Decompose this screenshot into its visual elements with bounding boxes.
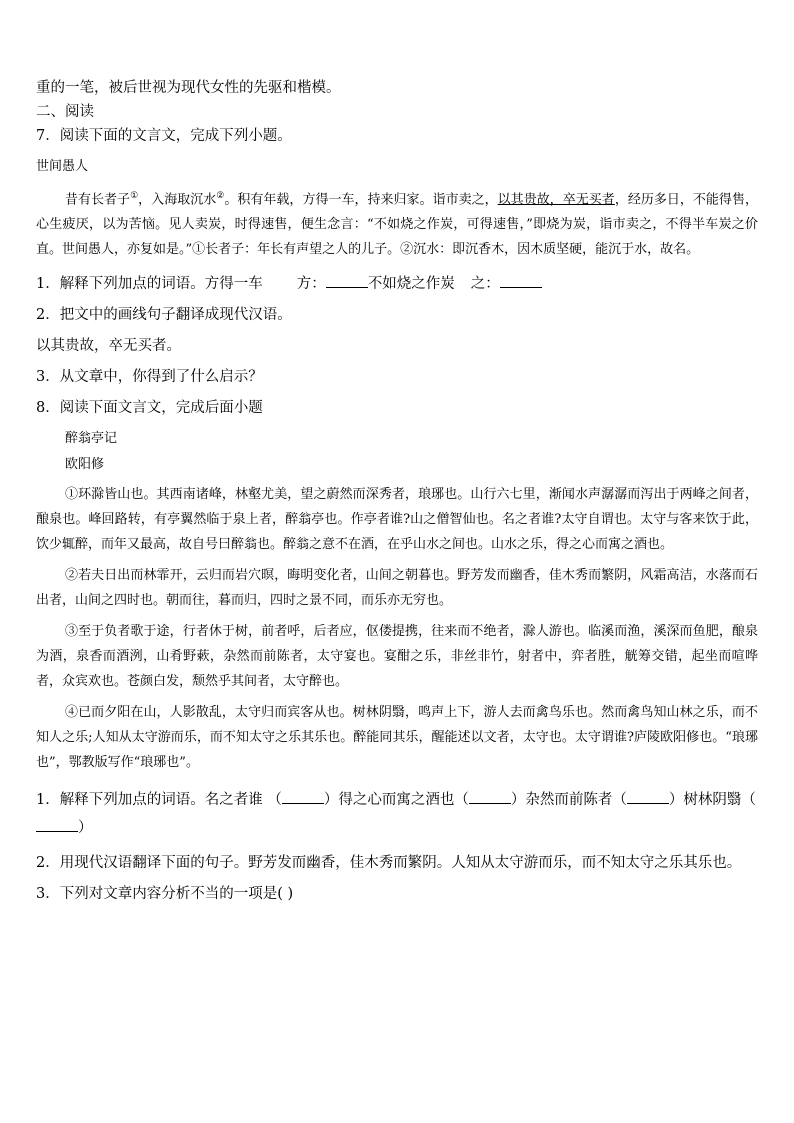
q7-sub2-sentence: 以其贵故，卒无买者。 [36,338,181,355]
q8-paragraph-2: ②若夫日出而林霏开，云归而岩穴暝，晦明变化者，山间之朝暮也。野芳发而幽香，佳木秀而繁阴，风霜高洁，水落而石出者，山间之四时也。朝而往，暮而归，四时之景不同，而乐亦无穷也。 [36,568,758,609]
q7-instruction: 7．阅读下面的文言文，完成下列小题。 [36,128,292,144]
q8-passage-title: 醉翁亭记 [65,431,118,447]
q8-paragraph-1: ①环滁皆山也。其西南诸峰，林壑尤美，望之蔚然而深秀者，琅琊也。山行六七里，渐闻水声潺潺而泻出于两峰之间者，酿泉也。峰回路转，有亭翼然临于泉上者，醉翁亭也。作亭者谁?山之僧智仙也。名之者谁?太守自谓也。太守与客来饮于此，饮少辄醉，而年又最高，故自号曰醉翁也。醉翁之意不在酒，在乎山水之间也。山水之乐，得之心而寓之酒也。 [36,487,758,553]
q7-passage-title: 世间愚人 [36,159,89,174]
footnote-mark-2: ② [216,191,225,201]
underlined-sentence: 以其贵故，卒无买者 [497,192,615,208]
answer-blank[interactable] [469,789,511,804]
q8-sub1: 1．解释下列加点的词语。名之者谁 （ ）得之心而寓之酒也（ ）杂然而前陈者（ ）树林阴翳（） [36,786,758,842]
q8-sub2: 2．用现代汉语翻译下面的句子。野芳发而幽香，佳木秀而繁阴。人知从太守游而乐，而不知太守之乐其乐也。 [36,855,742,872]
q8-paragraph-3: ③至于负者歌于途，行者休于树，前者呼，后者应，伛偻提携，往来而不绝者，滁人游也。临溪而渔，溪深而鱼肥，酿泉为酒，泉香而酒洌，山肴野蔌，杂然而前陈者，太守宴也。宴酣之乐，非丝非竹，射者中，弈者胜，觥筹交错，起坐而喧哗者，众宾欢也。苍颜白发，颓然乎其间者，太守醉也。 [36,624,758,690]
answer-blank[interactable] [500,273,542,288]
q8-passage-author: 欧阳修 [65,457,105,473]
q7-passage: 昔有长者子①，入海取沉水②。积有年载，方得一车，持来归家。诣市卖之，以其贵故，卒无买者，经历多日，不能得售，心生疲厌，以为苦恼。见人卖炭，时得速售，便生念言：“不如烧之作炭，可得速售，”即烧为炭，诣市卖之，不得半车炭之价直。世间愚人，亦复如是。”①长者子：年长有声望之人的儿子。②沉水：即沉香木，因木质坚硬，能沉于水，故名。 [36,191,758,258]
q7-sub3: 3．从文章中，你得到了什么启示？ [36,369,263,386]
answer-blank[interactable] [36,817,78,832]
answer-blank[interactable] [282,789,324,804]
answer-blank[interactable] [326,273,368,288]
q7-sub2: 2．把文中的画线句子翻译成现代汉语。 [36,307,292,324]
intro-line: 重的一笔，被后世视为现代女性的先驱和楷模。 [36,80,341,96]
answer-blank[interactable] [627,789,669,804]
document-page [36,78,758,904]
section-title: 二、阅读 [36,104,94,120]
q8-sub3: 3．下列对文章内容分析不当的一项是( ) [36,886,294,903]
q7-sub1: 1．解释下列加点的词语。方得一车 方： 不如烧之作炭 之： [36,273,758,294]
q8-paragraph-4: ④已而夕阳在山，人影散乱，太守归而宾客从也。树林阴翳，鸣声上下，游人去而禽鸟乐也。然而禽鸟知山林之乐，而不知人之乐;人知从太守游而乐，而不知太守之乐其乐也。醉能同其乐，醒能述以文者，太守也。太守谓谁?庐陵欧阳修也。“琅琊也”，鄂教版写作“琅琊也”。 [36,705,758,771]
q8-instruction: 8．阅读下面文言文，完成后面小题 [36,400,263,417]
footnote-mark-1: ① [130,191,139,201]
